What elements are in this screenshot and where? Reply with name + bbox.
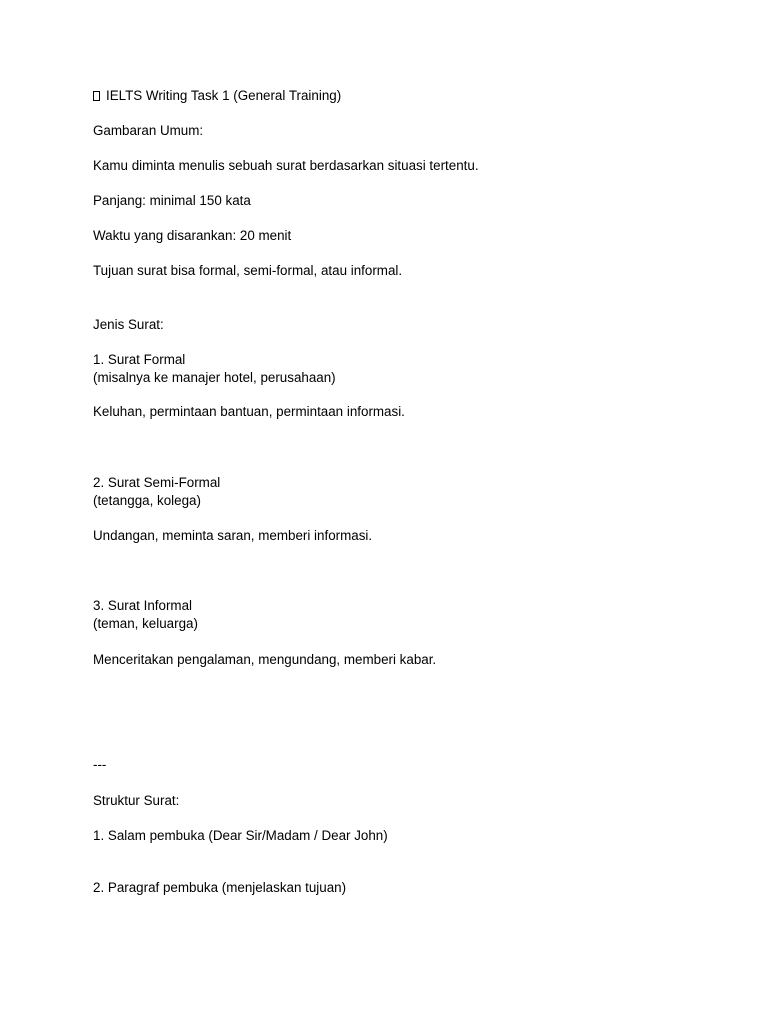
overview-line-3: Waktu yang disarankan: 20 menit [93, 228, 292, 243]
overview-line-1: Kamu diminta menulis sebuah surat berdasarkan situasi tertentu. [93, 158, 479, 173]
type3-examples: Menceritakan pengalaman, mengundang, memberi kabar. [93, 652, 437, 667]
type3-subtitle: (teman, keluarga) [93, 616, 198, 631]
type2-subtitle: (tetangga, kolega) [93, 493, 201, 508]
missing-glyph-icon [93, 91, 100, 101]
separator: --- [93, 757, 107, 772]
overview-line-4: Tujuan surat bisa formal, semi-formal, atau informal. [93, 263, 403, 278]
types-heading: Jenis Surat: [93, 317, 164, 332]
title-text: IELTS Writing Task 1 (General Training) [106, 88, 342, 103]
type1-subtitle: (misalnya ke manajer hotel, perusahaan) [93, 370, 336, 385]
structure-item-2: 2. Paragraf pembuka (menjelaskan tujuan) [93, 880, 347, 895]
type1-examples: Keluhan, permintaan bantuan, permintaan informasi. [93, 404, 405, 419]
type2-title: 2. Surat Semi-Formal [93, 475, 221, 490]
type1-title: 1. Surat Formal [93, 352, 186, 367]
type2-examples: Undangan, meminta saran, memberi informasi. [93, 528, 373, 543]
overview-heading: Gambaran Umum: [93, 123, 204, 138]
structure-heading: Struktur Surat: [93, 793, 180, 808]
structure-item-1: 1. Salam pembuka (Dear Sir/Madam / Dear John) [93, 828, 388, 843]
document-title [93, 87, 341, 104]
overview-line-2: Panjang: minimal 150 kata [93, 193, 251, 208]
type3-title: 3. Surat Informal [93, 598, 192, 613]
